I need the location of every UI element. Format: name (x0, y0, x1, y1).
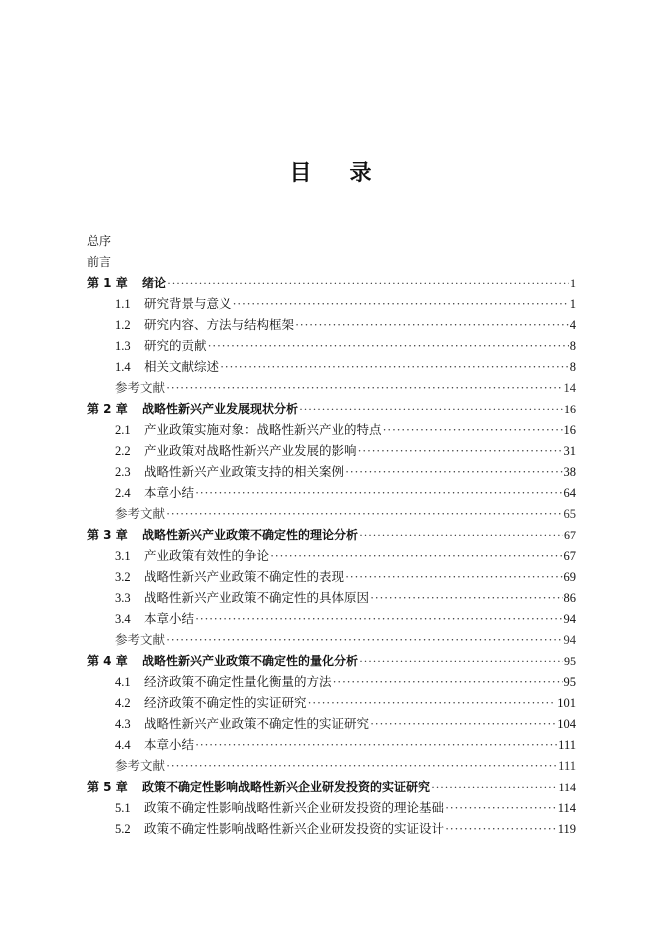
dot-leader (195, 735, 557, 756)
toc-section-entry[interactable] (87, 693, 576, 714)
toc-entry-number: 第 5 章 (87, 780, 128, 794)
toc-entry-text: 总序 (87, 234, 112, 248)
toc-refs-entry[interactable] (87, 756, 576, 777)
toc-entry-text: 战略性新兴产业政策支持的相关案例 (144, 465, 345, 479)
toc-refs-entry[interactable] (87, 630, 576, 651)
toc-entry-number: 4.1 (115, 675, 131, 689)
dot-leader (445, 819, 557, 840)
toc-entry-page: 1 (570, 276, 576, 290)
toc-entry-text: 参考文献 (115, 381, 166, 395)
dot-leader (345, 567, 562, 588)
dot-leader (233, 294, 569, 315)
toc-entry-text: 研究内容、方法与结构框架 (144, 318, 295, 332)
toc-entry-page: 64 (563, 486, 576, 500)
toc-entry-text: 战略性新兴产业政策不确定性的理论分析 (142, 528, 359, 542)
dot-leader (345, 462, 562, 483)
toc-entry-page: 114 (558, 780, 576, 794)
toc-entry-number: 4.4 (115, 738, 131, 752)
toc-section-entry[interactable] (87, 294, 576, 315)
toc-entry-text: 政策不确定性影响战略性新兴企业研发投资的实证研究 (142, 780, 431, 794)
toc-chapter-entry[interactable] (87, 399, 576, 420)
toc-section-entry[interactable] (87, 609, 576, 630)
toc-entry-page: 14 (563, 381, 576, 395)
toc-entry-text: 本章小结 (144, 612, 195, 626)
toc-entry-number: 2.4 (115, 486, 131, 500)
toc-entry-number: 第 3 章 (87, 528, 128, 542)
dot-leader (166, 630, 562, 651)
dot-leader (359, 651, 563, 672)
toc-entry-text: 产业政策实施对象：战略性新兴产业的特点 (144, 423, 382, 437)
toc-entry-text: 战略性新兴产业政策不确定性的具体原因 (144, 591, 370, 605)
toc-entry-text: 相关文献综述 (144, 360, 220, 374)
dot-leader (359, 525, 563, 546)
toc-entry-text: 前言 (87, 255, 112, 269)
toc-entry-text: 政策不确定性影响战略性新兴企业研发投资的实证设计 (144, 822, 445, 836)
toc-entry-text: 参考文献 (115, 633, 166, 647)
toc-entry-text: 绪论 (142, 276, 167, 290)
dot-leader (308, 693, 557, 714)
dot-leader (208, 336, 569, 357)
dot-leader (220, 357, 569, 378)
dot-leader (166, 504, 562, 525)
dot-leader (383, 420, 563, 441)
toc-entry-text: 经济政策不确定性量化衡量的方法 (144, 675, 332, 689)
page-title: 目录 (289, 161, 410, 186)
toc-entry-page: 95 (564, 654, 576, 668)
toc-entry-text: 经济政策不确定性的实证研究 (144, 696, 307, 710)
toc-section-entry[interactable] (87, 462, 576, 483)
dot-leader (370, 588, 562, 609)
toc-entry-text: 战略性新兴产业政策不确定性的表现 (144, 570, 345, 584)
toc-chapter-entry[interactable] (87, 525, 576, 546)
toc-entry-text: 战略性新兴产业发展现状分析 (142, 402, 299, 416)
toc-entry-page: 4 (569, 318, 576, 332)
toc-section-entry[interactable] (87, 357, 576, 378)
toc-entry-page: 1 (569, 297, 576, 311)
toc-entry-page: 94 (563, 612, 576, 626)
toc-entry-number: 3.3 (115, 591, 131, 605)
toc-entry-page: 67 (563, 549, 576, 563)
toc-section-entry[interactable] (87, 420, 576, 441)
toc-entry-page: 65 (563, 507, 576, 521)
toc-section-entry[interactable] (87, 546, 576, 567)
toc-entry-text: 本章小结 (144, 738, 195, 752)
toc-section-entry[interactable] (87, 441, 576, 462)
toc-entry-text: 参考文献 (115, 507, 166, 521)
toc-entry-number: 1.1 (115, 297, 131, 311)
toc-entry-page: 86 (563, 591, 576, 605)
toc-section-entry[interactable] (87, 714, 576, 735)
toc-entry-number: 1.3 (115, 339, 131, 353)
toc-refs-entry[interactable] (87, 504, 576, 525)
toc-section-entry[interactable] (87, 483, 576, 504)
toc-entry-text: 本章小结 (144, 486, 195, 500)
toc-section-entry[interactable] (87, 819, 576, 840)
toc-entry-page: 95 (563, 675, 576, 689)
toc-entry-text: 战略性新兴产业政策不确定性的量化分析 (142, 654, 359, 668)
toc-entry-number: 第 4 章 (87, 654, 128, 668)
toc-section-entry[interactable] (87, 315, 576, 336)
toc-entry-page: 16 (563, 423, 576, 437)
toc-section-entry[interactable] (87, 735, 576, 756)
dot-leader (166, 756, 557, 777)
toc-section-entry[interactable] (87, 567, 576, 588)
toc-entry-page: 8 (569, 339, 576, 353)
dot-leader (299, 399, 563, 420)
toc-entry-page: 104 (557, 717, 576, 731)
toc-entry-page: 111 (558, 738, 576, 752)
toc-entry-page: 119 (557, 822, 576, 836)
dot-leader (431, 777, 557, 798)
toc-front-preface[interactable] (87, 252, 576, 273)
toc-chapter-entry[interactable] (87, 777, 576, 798)
toc-entry-page: 69 (563, 570, 576, 584)
toc-entry-page: 114 (557, 801, 576, 815)
toc-entry-number: 第 1 章 (87, 276, 128, 290)
toc-chapter-entry[interactable] (87, 651, 576, 672)
toc-entry-number: 4.2 (115, 696, 131, 710)
toc-entry-text: 战略性新兴产业政策不确定性的实证研究 (144, 717, 370, 731)
toc-entry-page: 38 (563, 465, 576, 479)
toc-chapter-entry[interactable] (87, 273, 576, 294)
table-of-contents (87, 231, 576, 840)
toc-entry-text: 参考文献 (115, 759, 166, 773)
toc-refs-entry[interactable] (87, 378, 576, 399)
toc-entry-number: 5.2 (115, 822, 131, 836)
toc-entry-page: 31 (563, 444, 576, 458)
toc-entry-number: 2.1 (115, 423, 131, 437)
dot-leader (270, 546, 562, 567)
toc-entry-number: 4.3 (115, 717, 131, 731)
toc-entry-number: 2.3 (115, 465, 131, 479)
toc-entry-number: 3.1 (115, 549, 131, 563)
toc-section-entry[interactable] (87, 588, 576, 609)
toc-entry-page: 94 (563, 633, 576, 647)
toc-front-general-preface[interactable] (87, 231, 576, 252)
dot-leader (166, 378, 562, 399)
toc-entry-number: 第 2 章 (87, 402, 128, 416)
toc-entry-text: 政策不确定性影响战略性新兴企业研发投资的理论基础 (144, 801, 445, 815)
toc-entry-number: 1.2 (115, 318, 131, 332)
toc-entry-number: 3.4 (115, 612, 131, 626)
toc-entry-page: 67 (564, 528, 576, 542)
toc-entry-number: 1.4 (115, 360, 131, 374)
dot-leader (195, 483, 562, 504)
toc-entry-text: 产业政策对战略性新兴产业发展的影响 (144, 444, 357, 458)
dot-leader (370, 714, 556, 735)
toc-entry-text: 产业政策有效性的争论 (144, 549, 270, 563)
toc-section-entry[interactable] (87, 798, 576, 819)
toc-entry-page: 111 (558, 759, 576, 773)
dot-leader (295, 315, 569, 336)
toc-entry-page: 8 (569, 360, 576, 374)
toc-entry-page: 101 (557, 696, 576, 710)
toc-entry-number: 3.2 (115, 570, 131, 584)
dot-leader (445, 798, 557, 819)
dot-leader (167, 273, 569, 294)
toc-entry-text: 研究背景与意义 (144, 297, 232, 311)
toc-entry-page: 16 (564, 402, 576, 416)
dot-leader (195, 609, 562, 630)
dot-leader (358, 441, 563, 462)
dot-leader (333, 672, 563, 693)
toc-entry-number: 2.2 (115, 444, 131, 458)
toc-entry-text: 研究的贡献 (144, 339, 207, 353)
toc-section-entry[interactable] (87, 672, 576, 693)
toc-entry-number: 5.1 (115, 801, 131, 815)
toc-section-entry[interactable] (87, 336, 576, 357)
